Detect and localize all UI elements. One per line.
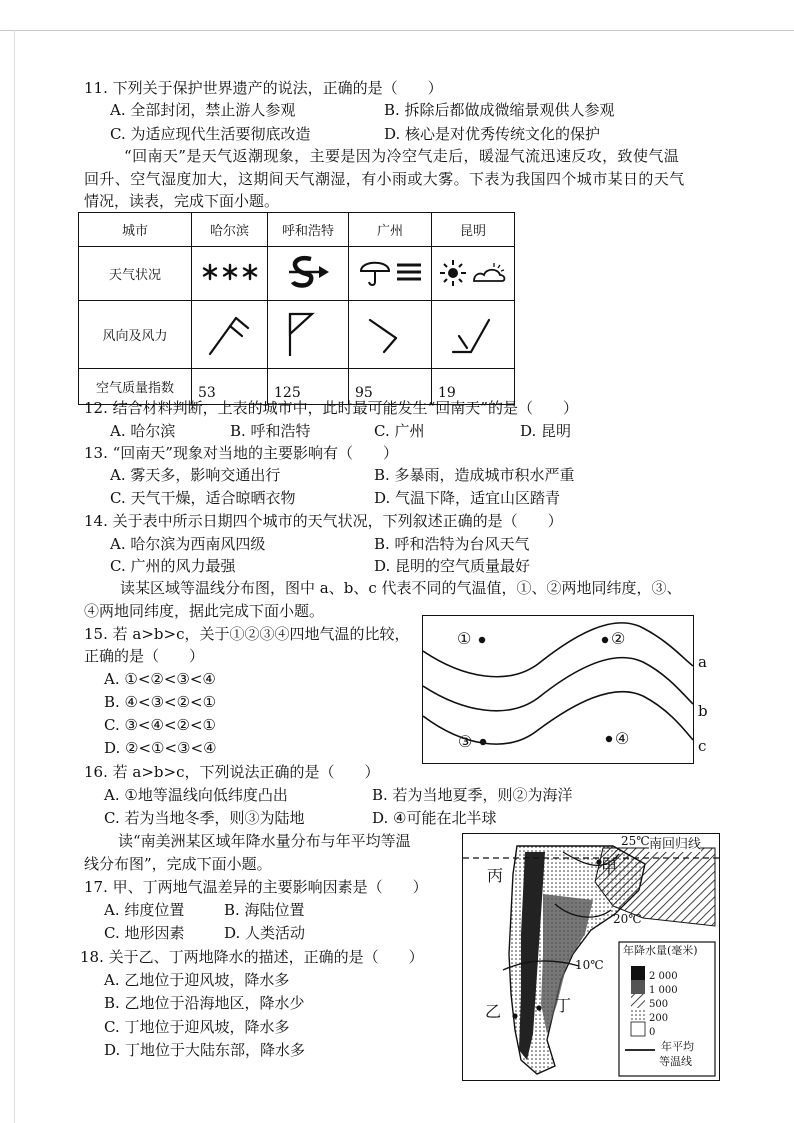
- q13-option-d[interactable]: D. 气温下降，适宜山区踏青: [374, 489, 561, 507]
- q16-option-a[interactable]: A. ①地等温线向低纬度凸出: [104, 786, 288, 804]
- isotherm-map: [422, 615, 694, 764]
- sandstorm-icon: [268, 247, 349, 301]
- intro-huinantian-line2: 回升、空气湿度加大，这期间天气潮湿，有小雨或大雾。下表为我国四个城市某日的天气: [84, 170, 685, 188]
- south-america-map: [462, 833, 720, 1081]
- q11-option-c[interactable]: C. 为适应现代生活要彻底改造: [110, 125, 311, 143]
- q14-option-b[interactable]: B. 呼和浩特为台风天气: [374, 535, 530, 553]
- q12-option-c[interactable]: C. 广州: [374, 422, 425, 440]
- q18-option-c[interactable]: C. 丁地位于迎风坡，降水多: [104, 1018, 290, 1036]
- q16-option-b[interactable]: B. 若为当地夏季，则②为海洋: [372, 786, 573, 804]
- wind-barb-icon: [192, 301, 268, 369]
- q17-option-b[interactable]: B. 海陆位置: [224, 901, 305, 919]
- legend-isotherm-label-2: 等温线: [659, 1055, 692, 1068]
- q13-stem: 13. “回南天”现象对当地的主要影响有（ ）: [84, 444, 398, 462]
- isoline-c-label: c: [698, 737, 707, 755]
- q15-option-c[interactable]: C. ③<④<②<①: [104, 716, 216, 734]
- q14-option-d[interactable]: D. 昆明的空气质量最好: [374, 557, 531, 575]
- isotherm-10-label: 10℃: [575, 958, 604, 972]
- legend-isotherm-label-1: 年平均: [661, 1040, 694, 1053]
- q15-option-b[interactable]: B. ④<③<②<①: [104, 693, 217, 711]
- q14-option-c[interactable]: C. 广州的风力最强: [110, 557, 236, 575]
- q17-option-a[interactable]: A. 纬度位置: [104, 901, 185, 919]
- isoline-b-label: b: [698, 702, 708, 720]
- wind-flag-icon: [268, 301, 349, 369]
- legend-value-200: 200: [649, 1013, 669, 1024]
- aqi-kunming: 19: [432, 369, 515, 405]
- q18-stem: 18. 关于乙、丁两地降水的描述，正确的是（ ）: [80, 948, 424, 966]
- place-ding: 丁: [555, 996, 572, 1015]
- table-header-guangzhou: 广州: [349, 213, 432, 247]
- rain-fog-icon: [349, 247, 432, 301]
- aqi-hohhot: 125: [268, 369, 349, 405]
- q13-option-b[interactable]: B. 多暴雨，造成城市积水严重: [374, 466, 575, 484]
- wind-barb-icon: [349, 301, 432, 369]
- aqi-harbin: 53: [192, 369, 268, 405]
- wind-barb-icon: [432, 301, 515, 369]
- intro-south-america-line2: 线分布图”，完成下面小题。: [84, 855, 272, 873]
- q12-stem: 12. 结合材料判断，上表的城市中，此时最可能发生“回南天”的是（ ）: [84, 399, 578, 417]
- q12-option-d[interactable]: D. 昆明: [520, 422, 572, 440]
- legend-value-500: 500: [649, 999, 669, 1010]
- q14-stem: 14. 关于表中所示日期四个城市的天气状况，下列叙述正确的是（ ）: [84, 512, 563, 530]
- isoline-a-label: a: [698, 653, 707, 671]
- point-3-label: ③: [458, 732, 473, 751]
- q11-option-d[interactable]: D. 核心是对优秀传统文化的保护: [384, 125, 601, 143]
- q18-option-d[interactable]: D. 丁地位于大陆东部，降水多: [104, 1041, 306, 1059]
- place-bing: 丙: [487, 866, 504, 885]
- q16-option-d[interactable]: D. ④可能在北半球: [372, 809, 497, 827]
- q18-option-a[interactable]: A. 乙地位于迎风坡，降水多: [104, 971, 290, 989]
- place-yi: 乙: [485, 1002, 502, 1021]
- q17-option-d[interactable]: D. 人类活动: [224, 924, 306, 942]
- point-1-label: ①: [457, 629, 472, 648]
- q15-option-d[interactable]: D. ②<①<③<④: [104, 739, 217, 757]
- q11-option-b[interactable]: B. 拆除后都做成微缩景观供人参观: [384, 101, 615, 119]
- q12-option-a[interactable]: A. 哈尔滨: [110, 422, 176, 440]
- intro-south-america-line1: 读“南美洲某区域年降水量分布与年平均等温: [118, 832, 411, 850]
- q15-stem-line2: 正确的是（ ）: [84, 647, 205, 665]
- snow-icon: [192, 247, 268, 301]
- legend-title: 年降水量(毫米): [623, 944, 698, 957]
- page-left-border: [14, 30, 15, 1123]
- q15-stem-line1: 15. 若 a>b>c，关于①②③④四地气温的比较，: [84, 625, 410, 643]
- row-label-weather: 天气状况: [79, 247, 192, 301]
- q17-stem: 17. 甲、丁两地气温差异的主要影响因素是（ ）: [84, 878, 428, 896]
- legend-value-2000: 2 000: [649, 971, 678, 982]
- intro-isotherm-line1: 读某区域等温线分布图，图中 a、b、c 代表不同的气温值，①、②两地同纬度，③、: [120, 579, 682, 597]
- q13-option-a[interactable]: A. 雾天多，影响交通出行: [110, 466, 281, 484]
- q11-stem: 11. 下列关于保护世界遗产的说法，正确的是（ ）: [84, 79, 443, 97]
- legend-value-1000: 1 000: [649, 985, 678, 996]
- q14-option-a[interactable]: A. 哈尔滨为西南风四级: [110, 535, 266, 553]
- q15-option-a[interactable]: A. ①<②<③<④: [104, 670, 216, 688]
- table-header-harbin: 哈尔滨: [192, 213, 268, 247]
- intro-huinantian-line1: “回南天”是天气返潮现象，主要是因为冷空气走后，暖湿气流迅速反攻，致使气温: [124, 147, 680, 165]
- q18-option-b[interactable]: B. 乙地位于沿海地区，降水少: [104, 994, 305, 1012]
- q11-option-a[interactable]: A. 全部封闭，禁止游人参观: [110, 101, 296, 119]
- row-label-wind: 风向及风力: [79, 301, 192, 369]
- q16-stem: 16. 若 a>b>c，下列说法正确的是（ ）: [84, 763, 380, 781]
- page-top-border: [0, 0, 794, 31]
- q17-option-c[interactable]: C. 地形因素: [104, 924, 185, 942]
- intro-huinantian-line3: 情况，读表，完成下面小题。: [84, 192, 280, 210]
- table-header-kunming: 昆明: [432, 213, 515, 247]
- sunny-partly-cloudy-icon: [432, 247, 515, 301]
- isotherm-20-label: 20℃: [613, 912, 642, 926]
- table-header-city: 城市: [79, 213, 192, 247]
- isotherm-25-label: 25℃: [621, 834, 650, 848]
- point-2-label: ②: [611, 629, 626, 648]
- row-label-aqi: 空气质量指数: [79, 369, 192, 405]
- weather-table: [78, 212, 515, 405]
- aqi-guangzhou: 95: [349, 369, 432, 405]
- legend-value-0: 0: [649, 1027, 656, 1038]
- place-jia: 甲: [601, 858, 618, 877]
- tropic-label: 南回归线: [649, 837, 702, 852]
- q12-option-b[interactable]: B. 呼和浩特: [230, 422, 311, 440]
- intro-isotherm-line2: ④两地同纬度，据此完成下面小题。: [84, 602, 325, 620]
- q16-option-c[interactable]: C. 若为当地冬季，则③为陆地: [104, 809, 305, 827]
- point-4-label: ④: [615, 729, 630, 748]
- table-header-hohhot: 呼和浩特: [268, 213, 349, 247]
- q13-option-c[interactable]: C. 天气干燥，适合晾晒衣物: [110, 489, 296, 507]
